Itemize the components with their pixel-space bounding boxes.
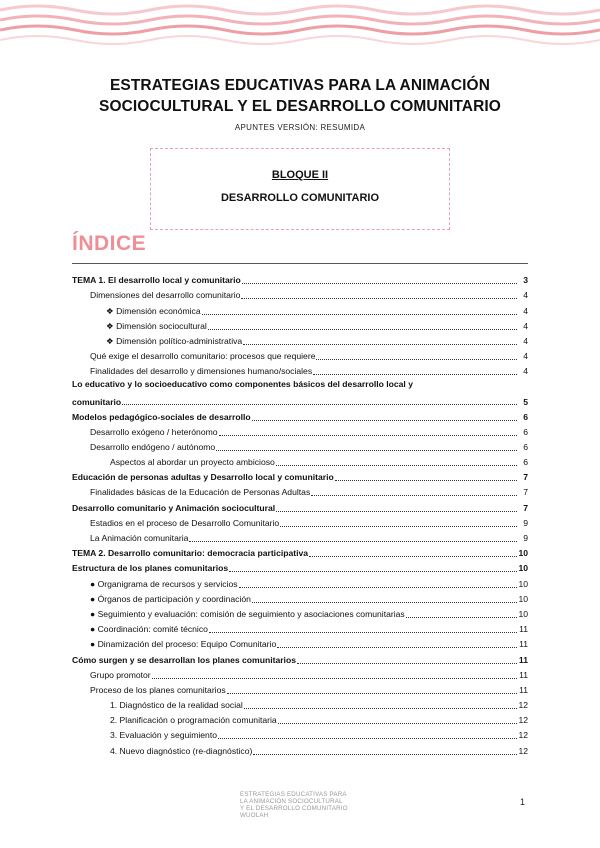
toc-entry-label: ● Organigrama de recursos y servicios [90, 578, 238, 589]
toc-entry[interactable] [72, 529, 528, 544]
toc-entry-label: Educación de personas adultas y Desarrollo local y comunitario [72, 472, 334, 483]
toc-leader-dots [239, 587, 517, 588]
toc-entry-page: 6 [523, 441, 528, 452]
toc-entry-label-continued: comunitario [72, 397, 122, 408]
toc-entry-page: 7 [523, 487, 528, 498]
toc-entry-label: Finalidades del desarrollo y dimensiones humano/sociales [90, 366, 313, 377]
toc-leader-dots [229, 571, 517, 572]
toc-entry-page: 4 [523, 305, 528, 316]
toc-leader-dots [309, 556, 517, 557]
toc-leader-dots [278, 723, 517, 724]
toc-entry-page: 10 [518, 608, 528, 619]
toc-leader-dots [244, 708, 517, 709]
toc-leader-dots [227, 693, 517, 694]
toc-entry[interactable] [72, 453, 528, 468]
bloque-title: BLOQUE II [271, 169, 329, 181]
toc-entry[interactable] [72, 590, 528, 605]
toc-entry[interactable] [72, 468, 528, 483]
document-title-line-2: SOCIOCULTURAL Y EL DESARROLLO COMUNITARIO [99, 98, 501, 115]
decorative-wave-header [0, 0, 600, 56]
toc-entry-label: ❖ Dimensión político-administrativa [106, 335, 243, 346]
document-subtitle: APUNTES VERSIÓN: RESUMIDA [234, 123, 366, 132]
index-divider [72, 263, 528, 264]
toc-entry[interactable] [72, 650, 528, 665]
toc-entry[interactable] [72, 377, 528, 407]
toc-leader-dots [280, 526, 517, 527]
toc-entry[interactable] [72, 711, 528, 726]
toc-entry[interactable] [72, 681, 528, 696]
document-header [0, 75, 600, 132]
toc-entry[interactable] [72, 483, 528, 498]
toc-leader-dots [276, 511, 517, 512]
toc-entry-label: Estructura de los planes comunitarios [72, 563, 229, 574]
toc-entry-page: 12 [518, 700, 528, 711]
toc-leader-dots [219, 435, 517, 436]
toc-leader-dots [189, 541, 517, 542]
toc-leader-dots [276, 465, 517, 466]
toc-entry[interactable] [72, 332, 528, 347]
toc-entry-label: La Animación comunitaria [90, 533, 189, 543]
toc-leader-dots [311, 495, 517, 496]
toc-entry-label: TEMA 2. Desarrollo comunitario: democracia participativa [72, 548, 309, 559]
footer-watermark [240, 791, 370, 819]
toc-leader-dots [406, 617, 517, 618]
toc-leader-dots [241, 298, 517, 299]
toc-entry[interactable] [72, 635, 528, 650]
toc-entry-label: Grupo promotor [90, 669, 151, 680]
toc-entry-page: 3 [523, 275, 528, 286]
toc-leader-dots [242, 283, 517, 284]
toc-leader-dots [218, 738, 517, 739]
toc-entry-label: ❖ Dimensión económica [106, 305, 201, 316]
toc-leader-dots [202, 314, 517, 315]
toc-leader-dots [252, 420, 517, 421]
toc-entry-label: Modelos pedagógico-sociales de desarrollo [72, 411, 251, 422]
bloque-subtitle: DESARROLLO COMUNITARIO [220, 192, 380, 204]
toc-entry-page: 11 [519, 639, 528, 650]
toc-entry-label: ● Coordinación: comité técnico [90, 624, 208, 635]
toc-entry-page: 11 [518, 654, 528, 665]
toc-entry-page: 7 [523, 472, 528, 483]
toc-entry[interactable] [72, 362, 528, 377]
toc-entry-page: 9 [523, 517, 528, 528]
toc-entry-page: 6 [523, 426, 528, 437]
toc-entry-page: 4 [523, 290, 528, 301]
toc-leader-dots [252, 602, 517, 603]
toc-entry[interactable] [72, 544, 528, 559]
toc-entry[interactable] [72, 498, 528, 513]
toc-entry[interactable] [72, 726, 528, 741]
toc-entry-label: Dimensiones del desarrollo comunitario [90, 290, 241, 301]
toc-entry-label: Cómo surgen y se desarrollan los planes comunitarios [72, 654, 296, 665]
toc-entry[interactable] [72, 514, 528, 529]
toc-leader-dots [335, 480, 517, 481]
toc-entry[interactable] [72, 286, 528, 301]
toc-entry[interactable] [72, 301, 528, 316]
toc-entry[interactable] [72, 423, 528, 438]
toc-leader-dots [208, 329, 517, 330]
toc-entry-label: ● Seguimiento y evaluación: comisión de seguimiento y asociaciones comunitarias [90, 608, 405, 619]
toc-entry-page: 10 [518, 548, 528, 559]
toc-entry[interactable] [72, 271, 528, 286]
page-number: 1 [520, 797, 526, 807]
toc-entry-page: 11 [519, 684, 528, 695]
toc-entry[interactable] [72, 407, 528, 422]
toc-leader-dots [277, 647, 517, 648]
toc-entry[interactable] [72, 696, 528, 711]
toc-entry-page: 12 [518, 745, 528, 756]
toc-entry-label: Estadios en el proceso de Desarrollo Comunitario [90, 517, 280, 528]
toc-entry-label: 3. Evaluación y seguimiento [110, 730, 218, 741]
toc-entry-page: 4 [523, 351, 528, 362]
toc-entry-label: ● Dinamización del proceso: Equipo Comunitario [90, 639, 277, 650]
toc-entry-label: TEMA 1. El desarrollo local y comunitario [72, 275, 241, 286]
toc-entry-page: 6 [523, 411, 528, 422]
footer-watermark-line-4: WUOLAH [240, 812, 269, 819]
toc-entry-page: 11 [519, 669, 528, 680]
toc-entry-page: 10 [518, 578, 528, 589]
toc-leader-dots [297, 663, 517, 664]
toc-leader-dots [152, 678, 517, 679]
toc-entry-label: Finalidades básicas de la Educación de Personas Adultas [90, 487, 311, 498]
footer-watermark-line-2: LA ANIMACIÓN SOCIOCULTURAL [240, 798, 343, 805]
toc-entry[interactable] [72, 438, 528, 453]
toc-entry-page: 4 [523, 320, 528, 331]
toc-entry-label: 1. Diagnóstico de la realidad social [110, 700, 243, 711]
toc-entry-page: 5 [523, 397, 528, 408]
toc-entry-page: 10 [518, 593, 528, 604]
toc-leader-dots [313, 374, 517, 375]
toc-entry-label: Desarrollo exógeno / heterónomo [90, 426, 218, 437]
footer-watermark-line-1: ESTRATEGIAS EDUCATIVAS PARA [240, 791, 347, 798]
toc-leader-dots [122, 404, 517, 405]
toc-entry-page: 4 [523, 335, 528, 346]
toc-entry[interactable] [72, 559, 528, 574]
toc-entry-label: Desarrollo endógeno / autónomo [90, 441, 216, 452]
toc-entry-label: Desarrollo comunitario y Animación sociocultural [72, 502, 276, 513]
toc-leader-dots [216, 450, 517, 451]
toc-entry-page: 11 [519, 624, 528, 635]
toc-entry-label: 2. Planificación o programación comunitaria [110, 715, 277, 726]
toc-entry[interactable] [72, 347, 528, 362]
toc-entry[interactable] [72, 666, 528, 681]
toc-entry[interactable] [72, 317, 528, 332]
toc-entry[interactable] [72, 574, 528, 589]
toc-entry-page: 6 [523, 457, 528, 468]
toc-entry[interactable] [72, 620, 528, 635]
toc-entry[interactable] [72, 741, 528, 756]
index-heading: ÍNDICE [72, 232, 147, 255]
toc-entry-label: Lo educativo y lo socioeducativo como componentes básicos del desarrollo local y [72, 379, 413, 390]
bloque-box [150, 148, 450, 230]
toc-entry-page: 4 [523, 366, 528, 377]
table-of-contents [72, 271, 528, 757]
toc-leader-dots [243, 344, 517, 345]
toc-entry-page: 9 [523, 533, 528, 543]
document-title-line-1: ESTRATEGIAS EDUCATIVAS PARA LA ANIMACIÓN [109, 77, 491, 94]
toc-entry-page: 12 [518, 730, 528, 741]
toc-entry-page: 10 [518, 563, 528, 574]
toc-entry-label: ❖ Dimensión sociocultural [106, 320, 207, 331]
toc-leader-dots [209, 632, 517, 633]
toc-entry-label: Aspectos al abordar un proyecto ambicioso [110, 457, 275, 468]
toc-leader-dots [253, 754, 517, 755]
footer-watermark-line-3: Y EL DESARROLLO COMUNITARIO [240, 805, 348, 812]
toc-entry-label: 4. Nuevo diagnóstico (re-diagnóstico) [110, 745, 253, 756]
toc-entry-page: 7 [523, 502, 528, 513]
toc-entry[interactable] [72, 605, 528, 620]
toc-entry-label: Proceso de los planes comunitarios [90, 684, 226, 695]
toc-entry-label: Qué exige el desarrollo comunitario: procesos que requiere [90, 351, 316, 362]
toc-entry-label: ● Órganos de participación y coordinación [90, 593, 251, 604]
toc-entry-page: 12 [518, 715, 528, 726]
toc-leader-dots [316, 359, 517, 360]
